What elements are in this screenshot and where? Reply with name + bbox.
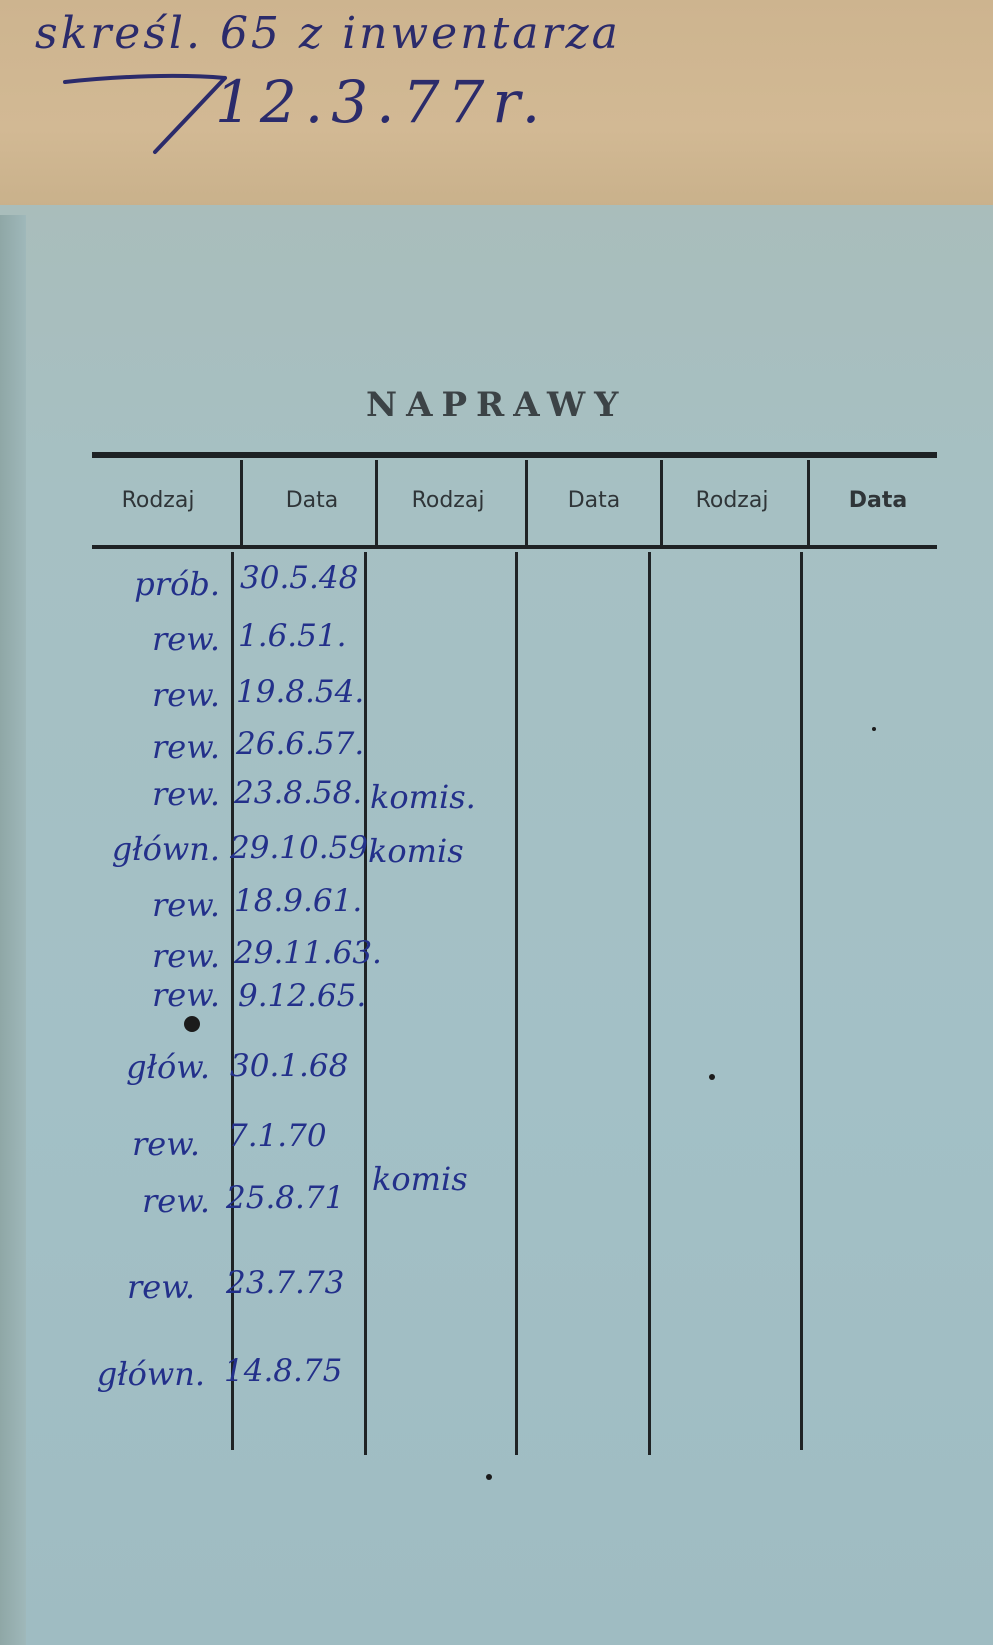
header-top-rule <box>92 452 937 458</box>
entry-kind: rew. <box>152 728 220 766</box>
entry-date: 30.5.48 <box>240 560 359 596</box>
entry-date: 30.1.68 <box>230 1048 349 1084</box>
paper-speck <box>709 1074 715 1080</box>
entry-date: 29.11.63. <box>234 935 382 971</box>
column-header-data-1: Data <box>285 488 339 513</box>
entry-date: 19.8.54. <box>236 674 365 710</box>
column-line <box>648 552 651 1455</box>
header-divider <box>807 460 810 545</box>
entry-kind: rew. <box>127 1268 195 1306</box>
header-divider <box>375 460 378 545</box>
entry-note: komis <box>368 832 464 870</box>
column-header-data-3: Data <box>848 488 908 513</box>
entry-kind: rew. <box>152 620 220 658</box>
column-header-rodzaj-1: Rodzaj <box>121 488 195 513</box>
entry-date: 23.8.58. <box>234 775 363 811</box>
entry-kind: prób. <box>134 565 220 603</box>
entry-date: 1.6.51. <box>238 618 347 654</box>
paper-speck <box>486 1474 492 1480</box>
entry-kind: rew. <box>152 886 220 924</box>
entry-date: 29.10.59. <box>230 830 378 866</box>
form-title: NAPRAWY <box>366 385 628 425</box>
entry-date: 7.1.70 <box>228 1118 327 1154</box>
column-header-rodzaj-3: Rodzaj <box>695 488 769 513</box>
column-line <box>515 552 518 1455</box>
entry-note: komis <box>372 1160 468 1198</box>
entry-kind: rew. <box>152 775 220 813</box>
paper-speck <box>872 727 876 731</box>
entry-note: komis. <box>370 778 476 816</box>
entry-kind: rew. <box>152 676 220 714</box>
handwritten-note-line1: skreśl. 65 z inwentarza <box>35 8 621 59</box>
entry-date: 18.9.61. <box>234 883 363 919</box>
entry-kind: główn. <box>111 830 220 868</box>
column-header-data-2: Data <box>567 488 621 513</box>
entry-date: 23.7.73 <box>226 1265 345 1301</box>
paper-speck <box>184 1016 200 1032</box>
arrow-mark-icon <box>60 70 230 160</box>
header-divider <box>525 460 528 545</box>
handwritten-note-line2: 12.3.77r. <box>215 68 549 136</box>
entry-kind: rew. <box>152 976 220 1014</box>
entry-kind: główn. <box>96 1355 205 1393</box>
entry-kind: rew. <box>142 1182 210 1220</box>
entry-date: 26.6.57. <box>236 726 365 762</box>
entry-date: 14.8.75 <box>224 1353 343 1389</box>
column-line <box>231 552 234 1450</box>
entry-kind: rew. <box>132 1125 200 1163</box>
entry-kind: rew. <box>152 937 220 975</box>
header-bottom-rule <box>92 545 937 549</box>
entry-kind: głów. <box>126 1048 210 1086</box>
header-divider <box>240 460 243 545</box>
column-header-rodzaj-2: Rodzaj <box>411 488 485 513</box>
entry-date: 25.8.71 <box>226 1180 345 1216</box>
entry-date: 9.12.65. <box>238 978 367 1014</box>
header-divider <box>660 460 663 545</box>
card-left-edge <box>0 215 26 1645</box>
column-line <box>800 552 803 1450</box>
